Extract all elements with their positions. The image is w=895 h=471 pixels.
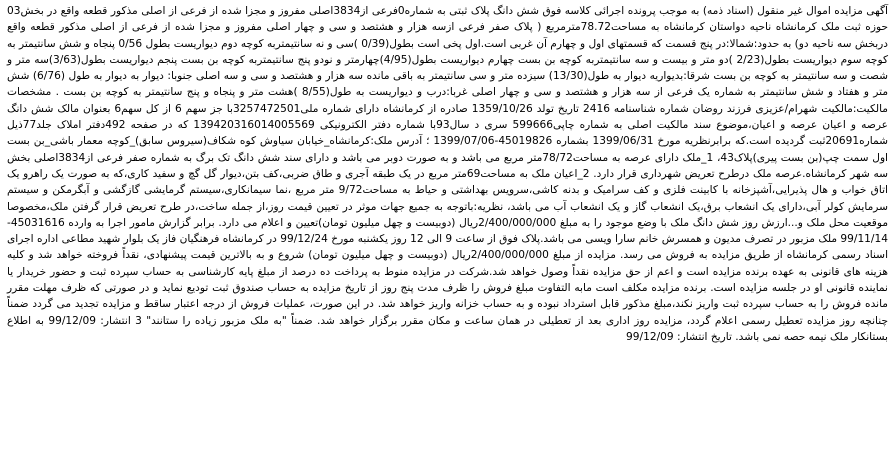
notice-body-text: آگهی مزایده اموال غیر منقول (اسناد ذمه) به موجب پرونده اجرائی کلاسه فوق شش دانگ پلاک ثبتی به شماره0فرعی از3834اصلی مفروز و مجزا شده از فرعی از اصلی مذکور قطعه واقع در بخش03 حوزه ثبت ملک کرمانشاه ناحیه دواستان کرمانشاه به مساحت78.72مترمربع ( پلاک صفر فرعی ازسه هزار و هشتصد و سی و چهار اصلی مفروز و مجزا شده از فرعی از اصلی مذکور قطعه واقع دربخش سه ناحیه دو) به حدود:شمالا:در پنج قسمت که قسمتهای اول و چهارم آن غربی است.اول پخی است بطول(0/39 )سی و نه سانتیمتربه کوچه دوم دیواریست بطول 0/56 پنجاه و شش سانتیمتر به کوچه سوم دیواریست بطول(2/23 )دو متر و بیست و سه سانتیمتربه کوچه بن بست چهارم دیواریست بطول(4/95)چهارمتر و نودو پنج سانتیمتربه کوچه بن بست پنجم دیواریست بطول(3/63)سه متر و شصت و سه سانتیمتر به کوچه بن بست شرقا:بدیواریه دیوار به طول(13/30) سیزده متر و سی سانتیمتر به باقی مانده سه هزار و هشتصد و سی و سه اصلی جنوبا: دیوار به دیوار به طول (6/76) شش متر و هفتاد و شش سانتیمتر به شماره یک فرعی از سه هزار و هشتصد و سی و چهار اصلی غربا:درب و دیواریست به طول(8/55 )هشت متر و پنجاه و پنج سانتیمتر به کوچه بن بست . مشخصات مالکیت:مالکیت شهرام/عزیزی فرزند روضان شماره شناسنامه 2416 تاریخ تولد 1359/10/26 صادره از کرمانشاه دارای شماره ملی3257472501با جز سهم 6 از کل سهم6 بعنوان مالک شش دانگ عرصه و اعیان عرصه و اعیان،موضوع سند مالکیت اصلی به شماره چاپی599666 سری د سال93با شماره دفتر الکترونیکی 139420316014005569 که در صفحه 492دفتر املاک جلد77ذیل شماره20691ثبت گردیده است.که برابرنظریه مورخ 1399/06/31 بشماره 45019826-1399/07/06 ؛ آدرس ملک:کرمانشاه_خیابان سیاوش کوه شکاف(سیروس سابق)_کوچه معمار باشی_بن بست اول سمت چپ(بن بست پیری)پلاک43، 1_ملک دارای عرصه به مساحت78/72متر مربع می باشد و به صورت دوبر می باشد و دارای سند شش دانگ تک برگ به شماره صفر فرعی از3834اصلی بخش سه شهر کرمانشاه.عرصه ملک درطرح تعریض شهرداری قرار دارد. 2_اعیان ملک به مساحت69متر مربع در یک طبقه آجری و طاق ضربی،کف بتن،دیوار گل گچ و سفید کاری،که به صورت یک راهرو یک اتاق خواب و هال پذیرایی،آشپزخانه با کابینت فلزی و کف سرامیک و بدنه کاشی،سرویس بهداشتی و حیاط به مساحت9/72 متر مربع ،نما سیمانکاری،سیستم گرمایشی گازگشی و آبگرمکن و سیستم سرمایش کولر آبی،دارای یک انشعاب برق،یک انشعاب گاز و یک انشعاب آب می باشد، نظریه:باتوجه به جمیع جهات موثر در تعیین قیمت روز،از جمله ساخت،در طرح تعریض قرار گرفتن ملک،مخصوصا موقعیت محل ملک و...ارزش روز شش دانگ ملک با وضع موجود را به مبلغ 2/400/000/000ریال (دوبیست و چهل میلیون تومان)تعیین و اعلام می دارد. برابر گزارش مامور اجرا به وارده 45031616-99/11/14 ملک مزبور در تصرف مدیون و همسرش خانم سارا ویسی می باشد.پلاک فوق از ساعت 9 الی 12 روز یکشنبه مورخ 99/12/24 در کرمانشاه فرهنگیان فاز یک بلوار شهید مطاعی اداره اجرای اسناد رسمی کرمانشاه از طریق مزایده به فروش می رسد. مزایده از مبلغ 2/400/000/000ریال (دوبیست و چهل میلیون تومان) شروع و به بالاترین قیمت پیشنهادی، نقداً فروخته خواهد شد و کلیه هزینه های قانونی به عهده برنده مزایده است و اعم از حق مزایده نقداً وصول خواهد شد.شرکت در مزایده منوط به پرداخت ده درصد از مبلغ پایه کارشناسی به حساب سپرده ثبت و حضور خریدار یا نماینده قانونی او در جلسه مزایده است. برنده مزایده مکلف است مابه التفاوت مبلغ فروش را ظرف مدت پنج روز از تاریخ مزایده به حساب صندوق ثبت تودیع نماید و در صورتی که ظرف مهلت مقرر مانده فروش را به حساب سپرده ثبت واریز نکند،مبلغ مذکور قابل استرداد نبوده و به حساب خزانه واریز خواهد شد. در این صورت، عملیات فروش از درجه اعتبار ساقط و مزایده تجدید می گردد ضمناً چنانچه روز مزایده تعطیل رسمی اعلام گردد، مزایده روز اداری بعد از تعطیلی در همان ساعت و مکان مقرر برگزار خواهد شد. ضمناً "به ملک مزبور زیاده را ستانند" 3 انتشار: 99/12/09 به اطلاع بستانکار ملک نیمه حصه نمی باشد. تاریخ انتشار: 99/12/09 <box>7 5 889 343</box>
